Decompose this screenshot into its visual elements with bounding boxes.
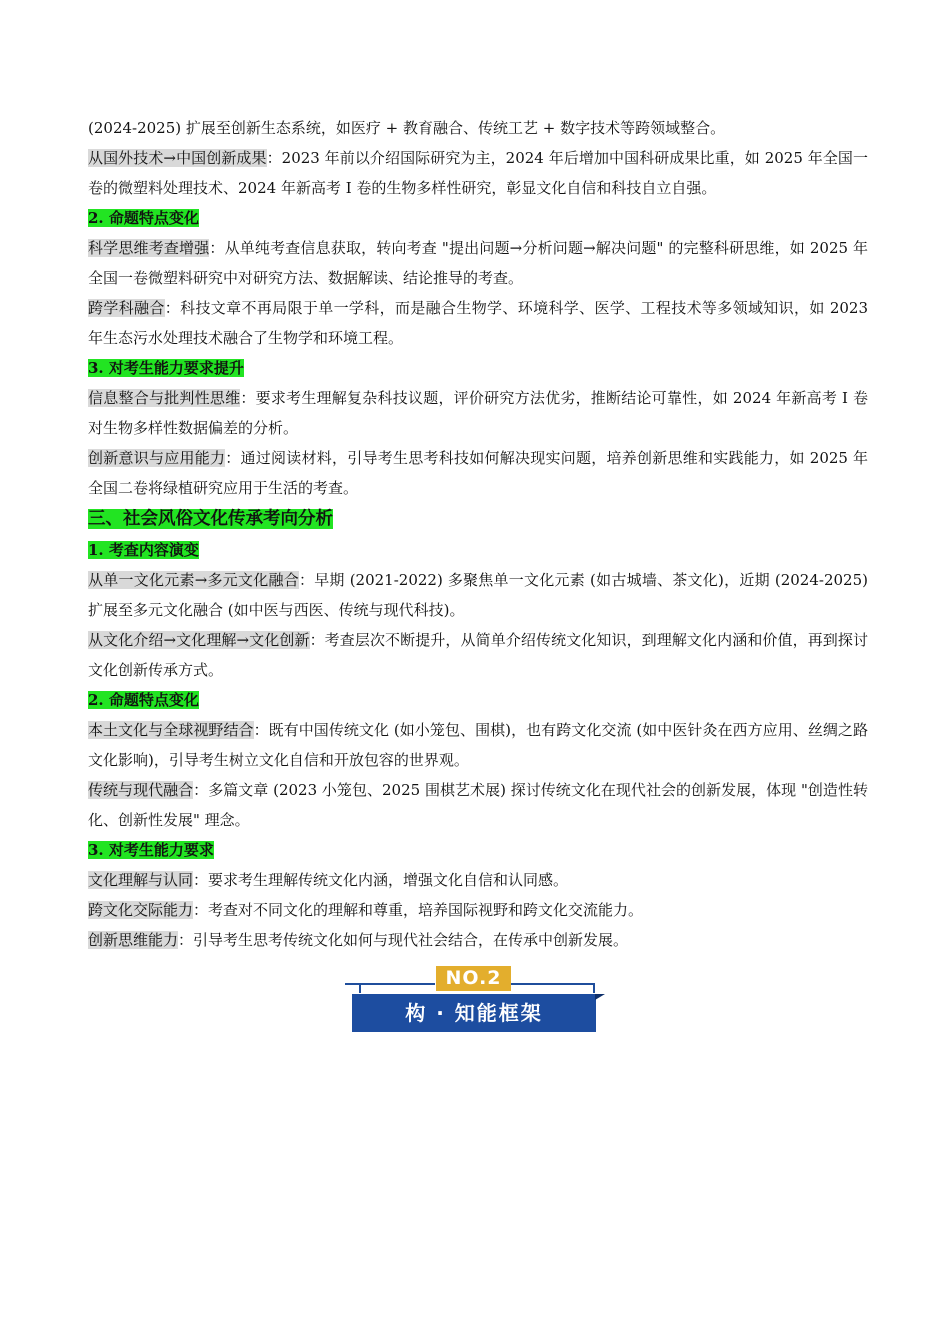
- body-paragraph: [88, 443, 868, 503]
- paragraph-label: 从文化介绍→文化理解→文化创新: [88, 631, 310, 649]
- paragraph-label: 从国外技术→中国创新成果: [88, 149, 267, 167]
- section-heading: [88, 503, 868, 535]
- paragraph-text: ：考查对不同文化的理解和尊重，培养国际视野和跨文化交流能力。: [193, 901, 644, 919]
- banner-tick-right: [593, 983, 595, 993]
- section-banner: [345, 963, 605, 1035]
- section-heading: [88, 535, 868, 565]
- heading-text: 3. 对考生能力要求: [88, 841, 214, 859]
- section-heading: [88, 685, 868, 715]
- section-heading: [88, 835, 868, 865]
- body-paragraph: [88, 113, 868, 143]
- body-paragraph: [88, 565, 868, 625]
- body-paragraph: [88, 715, 868, 775]
- paragraph-label: 创新意识与应用能力: [88, 449, 226, 467]
- paragraph-label: 本土文化与全球视野结合: [88, 721, 254, 739]
- banner-tick-left: [359, 983, 361, 993]
- body-paragraph: [88, 383, 868, 443]
- body-paragraph: [88, 895, 868, 925]
- section-heading: [88, 203, 868, 233]
- paragraph-text: ：既有中国传统文化 (如小笼包、围棋)，也有跨文化交流 (如中医针灸在西方应用、丝绸之路文化影响)，引导考生树立文化自信和开放包容的世界观。: [88, 721, 868, 769]
- heading-text: 3. 对考生能力要求提升: [88, 359, 244, 377]
- banner-number: NO.2: [436, 966, 511, 991]
- banner-corner: [595, 994, 605, 1000]
- banner-title: 构 · 知能框架: [352, 994, 596, 1032]
- heading-text: 1. 考查内容演变: [88, 541, 199, 559]
- body-paragraph: [88, 233, 868, 293]
- paragraph-label: 信息整合与批判性思维: [88, 389, 241, 407]
- paragraph-text: ：多篇文章 (2023 小笼包、2025 围棋艺术展) 探讨传统文化在现代社会的创新发展，体现 "创造性转化、创新性发展" 理念。: [88, 781, 868, 829]
- body-paragraph: [88, 775, 868, 835]
- paragraph-text: ：科技文章不再局限于单一学科，而是融合生物学、环境科学、医学、工程技术等多领域知识，如 2023 年生态污水处理技术融合了生物学和环境工程。: [88, 299, 868, 347]
- body-paragraph: [88, 865, 868, 895]
- paragraph-text: (2024-2025) 扩展至创新生态系统，如医疗 + 教育融合、传统工艺 + 数字技术等跨领域整合。: [88, 119, 726, 137]
- body-paragraph: [88, 625, 868, 685]
- paragraph-text: ：要求考生理解复杂科技议题，评价研究方法优劣，推断结论可靠性，如 2024 年新高考 I 卷对生物多样性数据偏差的分析。: [88, 389, 868, 437]
- paragraph-text: ：要求考生理解传统文化内涵，增强文化自信和认同感。: [193, 871, 569, 889]
- section-heading: [88, 353, 868, 383]
- heading-text: 2. 命题特点变化: [88, 209, 199, 227]
- body-paragraph: [88, 143, 868, 203]
- body-paragraph: [88, 293, 868, 353]
- paragraph-label: 跨文化交际能力: [88, 901, 194, 919]
- banner-rule-right: [505, 983, 595, 985]
- paragraph-text: ：引导考生思考传统文化如何与现代社会结合，在传承中创新发展。: [178, 931, 629, 949]
- heading-text: 2. 命题特点变化: [88, 691, 199, 709]
- paragraph-text: ：早期 (2021-2022) 多聚焦单一文化元素 (如古城墙、茶文化)，近期 (2024-2025) 扩展至多元文化融合 (如中医与西医、传统与现代科技)。: [88, 571, 868, 619]
- paragraph-label: 文化理解与认同: [88, 871, 194, 889]
- body-paragraph: [88, 925, 868, 955]
- paragraph-label: 传统与现代融合: [88, 781, 194, 799]
- paragraph-label: 跨学科融合: [88, 299, 165, 317]
- paragraph-text: ：从单纯考查信息获取，转向考查 "提出问题→分析问题→解决问题" 的完整科研思维，如 2025 年全国一卷微塑料研究中对研究方法、数据解读、结论推导的考查。: [88, 239, 868, 287]
- paragraph-label: 从单一文化元素→多元文化融合: [88, 571, 299, 589]
- paragraph-text: ：通过阅读材料，引导考生思考科技如何解决现实问题，培养创新思维和实践能力，如 2025 年全国二卷将绿植研究应用于生活的考查。: [88, 449, 868, 497]
- document-body: [88, 113, 868, 955]
- paragraph-label: 科学思维考查增强: [88, 239, 210, 257]
- paragraph-text: ：2023 年前以介绍国际研究为主，2024 年后增加中国科研成果比重，如 2025 年全国一卷的微塑料处理技术、2024 年新高考 I 卷的生物多样性研究，彰显文化自信和科技自立自强。: [88, 149, 868, 197]
- paragraph-text: ：考查层次不断提升，从简单介绍传统文化知识，到理解文化内涵和价值，再到探讨文化创新传承方式。: [88, 631, 869, 679]
- heading-text: 三、社会风俗文化传承考向分析: [88, 509, 333, 529]
- paragraph-label: 创新思维能力: [88, 931, 179, 949]
